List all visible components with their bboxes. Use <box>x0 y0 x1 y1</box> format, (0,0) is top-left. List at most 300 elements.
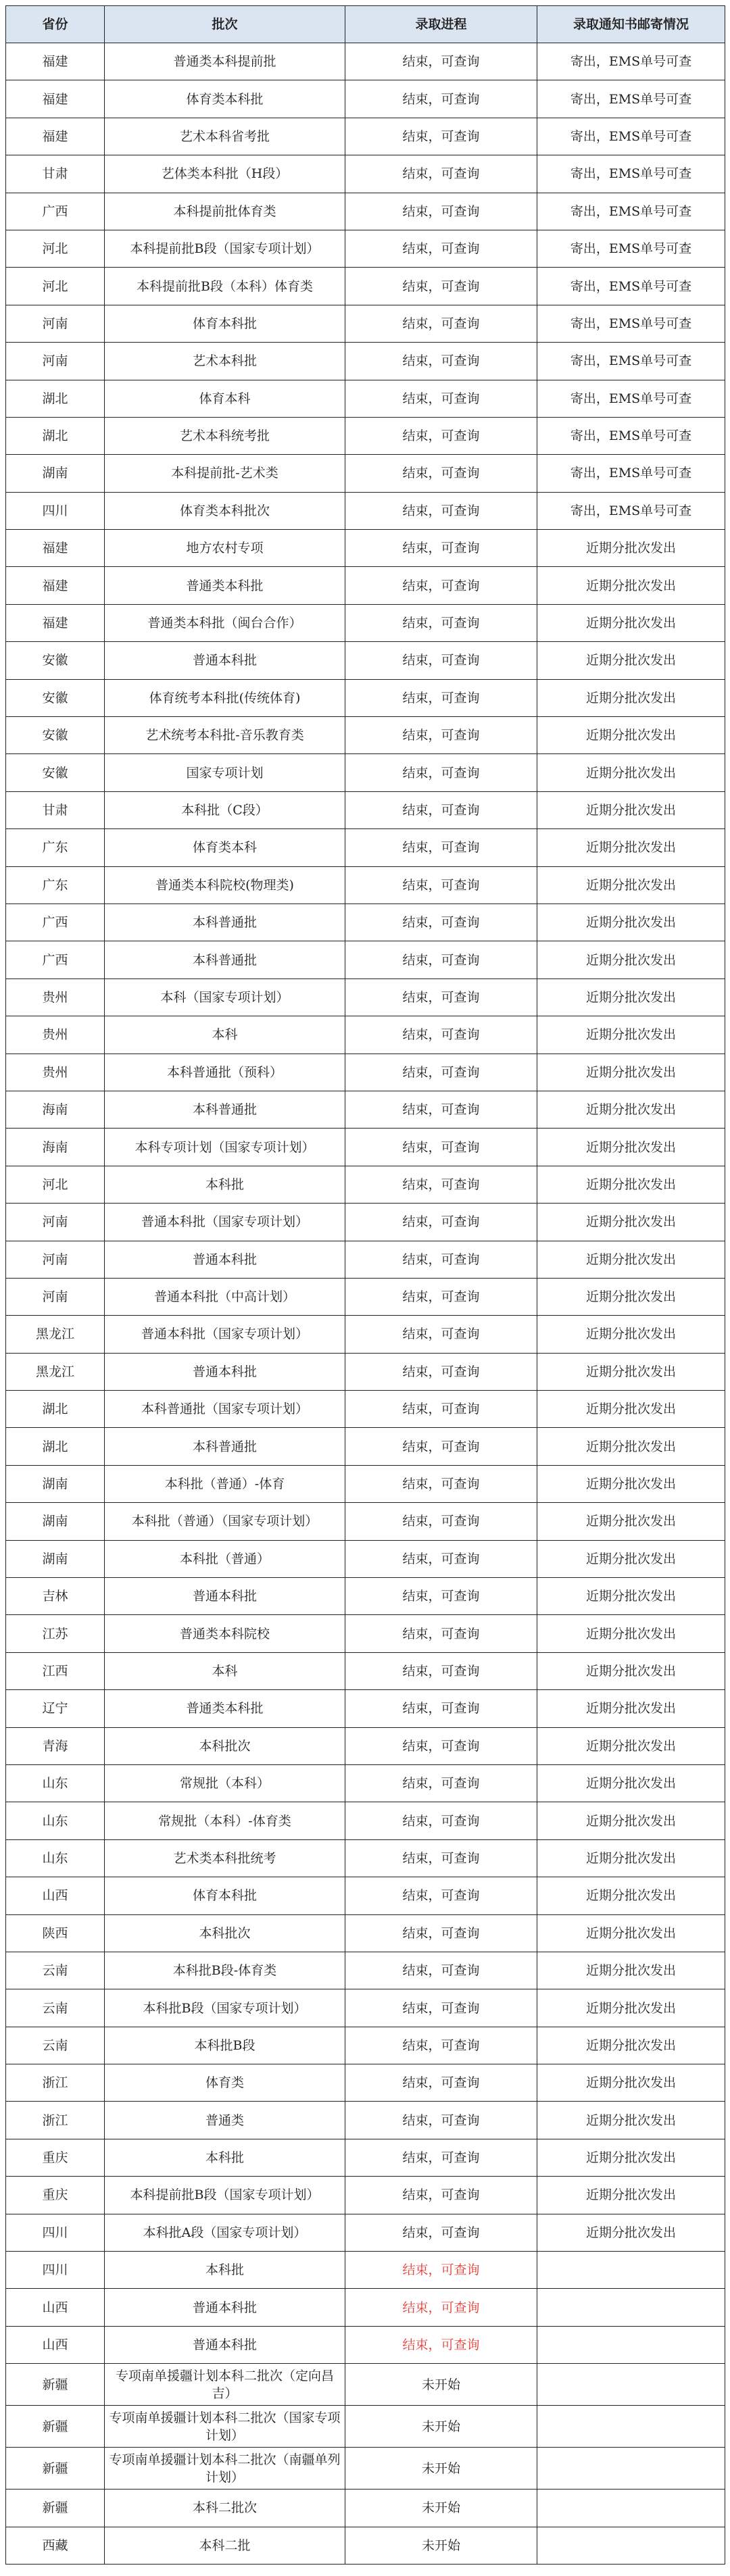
cell-batch: 本科批 <box>105 2252 345 2289</box>
cell-mailing <box>537 2448 725 2490</box>
table-row <box>6 1465 725 1502</box>
cell-mailing <box>537 2406 725 2448</box>
cell-mailing: 寄出，EMS单号可查 <box>537 492 725 529</box>
cell-batch: 本科提前批B段（国家专项计划） <box>105 230 345 267</box>
table-row <box>6 2289 725 2326</box>
cell-batch: 本科普通批 <box>105 1091 345 1128</box>
cell-province: 海南 <box>6 1129 105 1166</box>
cell-progress: 未开始 <box>345 2364 537 2406</box>
cell-batch: 本科 <box>105 1016 345 1054</box>
table-row <box>6 717 725 754</box>
cell-province: 福建 <box>6 567 105 604</box>
cell-batch: 普通类本科提前批 <box>105 43 345 80</box>
cell-province: 四川 <box>6 2252 105 2289</box>
cell-progress: 结束，可查询 <box>345 43 537 80</box>
cell-batch: 普通类本科院校(物理类) <box>105 866 345 903</box>
cell-province: 湖北 <box>6 1391 105 1428</box>
table-row <box>6 1690 725 1727</box>
cell-progress: 结束，可查询 <box>345 791 537 828</box>
cell-progress: 结束，可查询 <box>345 1615 537 1652</box>
table-row <box>6 118 725 155</box>
cell-progress: 未开始 <box>345 2490 537 2527</box>
table-row <box>6 1166 725 1203</box>
cell-mailing: 寄出，EMS单号可查 <box>537 417 725 454</box>
cell-mailing: 近期分批次发出 <box>537 1540 725 1577</box>
cell-mailing: 近期分批次发出 <box>537 1129 725 1166</box>
cell-province: 湖南 <box>6 1503 105 1540</box>
cell-progress: 结束，可查询 <box>345 754 537 791</box>
cell-batch: 常规批（本科） <box>105 1764 345 1802</box>
table-row <box>6 1615 725 1652</box>
cell-progress: 结束，可查询 <box>345 2027 537 2064</box>
cell-batch: 本科批（普通）（国家专项计划） <box>105 1503 345 1540</box>
cell-progress: 结束，可查询 <box>345 380 537 417</box>
cell-batch: 普通类本科批（闽台合作） <box>105 604 345 641</box>
cell-batch: 本科普通批 <box>105 941 345 979</box>
cell-province: 湖北 <box>6 1428 105 1465</box>
table-row <box>6 2177 725 2214</box>
cell-province: 青海 <box>6 1727 105 1764</box>
table-row <box>6 492 725 529</box>
cell-province: 广东 <box>6 866 105 903</box>
table-row <box>6 2027 725 2064</box>
cell-mailing: 近期分批次发出 <box>537 1054 725 1091</box>
cell-batch: 专项南单援疆计划本科二批次（南疆单列计划） <box>105 2448 345 2490</box>
cell-province: 浙江 <box>6 2064 105 2102</box>
cell-batch: 体育类 <box>105 2064 345 2102</box>
cell-progress: 结束，可查询 <box>345 2102 537 2139</box>
cell-mailing: 近期分批次发出 <box>537 1503 725 1540</box>
cell-mailing: 近期分批次发出 <box>537 754 725 791</box>
cell-province: 安徽 <box>6 679 105 716</box>
cell-province: 江苏 <box>6 1615 105 1652</box>
cell-progress: 结束，可查询 <box>345 1877 537 1914</box>
cell-progress: 未开始 <box>345 2406 537 2448</box>
cell-batch: 本科普通批 <box>105 1428 345 1465</box>
cell-batch: 普通本科批（国家专项计划） <box>105 1204 345 1241</box>
table-row <box>6 979 725 1016</box>
cell-province: 山西 <box>6 1877 105 1914</box>
cell-mailing <box>537 2326 725 2363</box>
cell-batch: 普通本科批 <box>105 1353 345 1390</box>
cell-province: 广西 <box>6 193 105 230</box>
table-row <box>6 1091 725 1128</box>
cell-progress: 结束，可查询 <box>345 118 537 155</box>
cell-province: 浙江 <box>6 2102 105 2139</box>
cell-progress: 结束，可查询 <box>345 1278 537 1315</box>
cell-mailing: 近期分批次发出 <box>537 1241 725 1278</box>
table-row <box>6 2364 725 2406</box>
cell-batch: 普通本科批 <box>105 642 345 679</box>
cell-province: 山西 <box>6 2326 105 2363</box>
cell-batch: 普通类本科批 <box>105 1690 345 1727</box>
table-row <box>6 1129 725 1166</box>
cell-province: 福建 <box>6 118 105 155</box>
cell-province: 山西 <box>6 2289 105 2326</box>
table-row <box>6 2448 725 2490</box>
cell-batch: 普通类本科院校 <box>105 1615 345 1652</box>
cell-mailing: 近期分批次发出 <box>537 1166 725 1203</box>
table-row <box>6 1391 725 1428</box>
table-row <box>6 679 725 716</box>
cell-province: 河南 <box>6 343 105 380</box>
cell-mailing: 近期分批次发出 <box>537 2027 725 2064</box>
cell-progress: 结束，可查询 <box>345 1353 537 1390</box>
cell-batch: 本科提前批-艺术类 <box>105 455 345 492</box>
cell-mailing: 近期分批次发出 <box>537 1914 725 1952</box>
header-mailing: 录取通知书邮寄情况 <box>537 6 725 43</box>
cell-mailing: 近期分批次发出 <box>537 717 725 754</box>
cell-progress: 结束，可查询 <box>345 417 537 454</box>
cell-province: 云南 <box>6 2027 105 2064</box>
table-row <box>6 2326 725 2363</box>
table-row <box>6 1727 725 1764</box>
table-row <box>6 2527 725 2564</box>
cell-province: 广东 <box>6 829 105 866</box>
cell-batch: 本科提前批B段（本科）体育类 <box>105 268 345 305</box>
table-row <box>6 1839 725 1877</box>
cell-progress: 结束，可查询 <box>345 1952 537 1989</box>
cell-mailing <box>537 2490 725 2527</box>
cell-mailing: 近期分批次发出 <box>537 866 725 903</box>
cell-batch: 本科二批 <box>105 2527 345 2564</box>
cell-mailing: 近期分批次发出 <box>537 1652 725 1689</box>
cell-mailing: 近期分批次发出 <box>537 1989 725 2027</box>
cell-mailing: 近期分批次发出 <box>537 1278 725 1315</box>
cell-progress: 结束，可查询 <box>345 1428 537 1465</box>
cell-mailing: 近期分批次发出 <box>537 2064 725 2102</box>
table-row <box>6 1016 725 1054</box>
cell-mailing: 近期分批次发出 <box>537 2139 725 2176</box>
table-row <box>6 80 725 118</box>
cell-province: 新疆 <box>6 2364 105 2406</box>
cell-mailing: 寄出，EMS单号可查 <box>537 155 725 193</box>
table-row <box>6 604 725 641</box>
cell-mailing: 寄出，EMS单号可查 <box>537 193 725 230</box>
table-row <box>6 2102 725 2139</box>
cell-mailing: 寄出，EMS单号可查 <box>537 268 725 305</box>
cell-batch: 本科二批次 <box>105 2490 345 2527</box>
cell-batch: 体育本科 <box>105 380 345 417</box>
cell-province: 河南 <box>6 1278 105 1315</box>
cell-mailing: 近期分批次发出 <box>537 791 725 828</box>
cell-mailing <box>537 2289 725 2326</box>
cell-province: 河南 <box>6 305 105 342</box>
cell-mailing: 寄出，EMS单号可查 <box>537 455 725 492</box>
cell-province: 重庆 <box>6 2177 105 2214</box>
cell-batch: 本科批 <box>105 2139 345 2176</box>
cell-mailing: 近期分批次发出 <box>537 2177 725 2214</box>
cell-progress: 未开始 <box>345 2527 537 2564</box>
cell-batch: 艺术本科统考批 <box>105 417 345 454</box>
cell-mailing: 近期分批次发出 <box>537 1204 725 1241</box>
cell-batch: 本科批B段（国家专项计划） <box>105 1989 345 2027</box>
table-row <box>6 380 725 417</box>
cell-province: 山东 <box>6 1802 105 1839</box>
header-row <box>6 6 725 43</box>
cell-batch: 普通本科批 <box>105 2326 345 2363</box>
cell-mailing: 寄出，EMS单号可查 <box>537 118 725 155</box>
table-row <box>6 2252 725 2289</box>
table-row <box>6 268 725 305</box>
cell-batch: 专项南单援疆计划本科二批次（国家专项计划） <box>105 2406 345 2448</box>
cell-province: 湖南 <box>6 1540 105 1577</box>
cell-batch: 普通本科批 <box>105 2289 345 2326</box>
cell-progress: 结束，可查询 <box>345 2177 537 2214</box>
table-row <box>6 791 725 828</box>
cell-mailing: 近期分批次发出 <box>537 604 725 641</box>
table-row <box>6 455 725 492</box>
cell-province: 新疆 <box>6 2490 105 2527</box>
cell-mailing: 寄出，EMS单号可查 <box>537 43 725 80</box>
cell-province: 海南 <box>6 1091 105 1128</box>
cell-progress: 结束，可查询 <box>345 604 537 641</box>
cell-province: 重庆 <box>6 2139 105 2176</box>
cell-batch: 艺体类本科批（H段） <box>105 155 345 193</box>
table-row <box>6 1578 725 1615</box>
cell-progress: 结束，可查询 <box>345 1690 537 1727</box>
table-row <box>6 1054 725 1091</box>
table-row <box>6 1652 725 1689</box>
cell-province: 河北 <box>6 1166 105 1203</box>
cell-province: 云南 <box>6 1989 105 2027</box>
cell-mailing: 近期分批次发出 <box>537 1802 725 1839</box>
table-row <box>6 1952 725 1989</box>
cell-batch: 地方农村专项 <box>105 530 345 567</box>
table-row <box>6 1540 725 1577</box>
cell-progress: 结束，可查询 <box>345 155 537 193</box>
cell-mailing: 近期分批次发出 <box>537 979 725 1016</box>
cell-mailing <box>537 2252 725 2289</box>
cell-progress: 结束，可查询 <box>345 1914 537 1952</box>
cell-progress: 结束，可查询 <box>345 866 537 903</box>
cell-batch: 体育统考本科批(传统体育) <box>105 679 345 716</box>
cell-progress: 结束，可查询 <box>345 1652 537 1689</box>
cell-progress: 结束，可查询 <box>345 1091 537 1128</box>
cell-province: 吉林 <box>6 1578 105 1615</box>
header-batch: 批次 <box>105 6 345 43</box>
cell-province: 安徽 <box>6 754 105 791</box>
cell-progress: 结束，可查询 <box>345 2289 537 2326</box>
cell-province: 山东 <box>6 1764 105 1802</box>
cell-progress: 结束，可查询 <box>345 530 537 567</box>
cell-mailing: 寄出，EMS单号可查 <box>537 80 725 118</box>
table-row <box>6 829 725 866</box>
cell-batch: 艺术本科批 <box>105 343 345 380</box>
cell-batch: 专项南单援疆计划本科二批次（定向昌吉） <box>105 2364 345 2406</box>
cell-province: 湖南 <box>6 1465 105 1502</box>
cell-batch: 体育类本科 <box>105 829 345 866</box>
table-row <box>6 1428 725 1465</box>
admission-status-table <box>5 5 725 2565</box>
cell-batch: 体育本科批 <box>105 1877 345 1914</box>
table-row <box>6 155 725 193</box>
cell-batch: 艺术统考本科批-音乐教育类 <box>105 717 345 754</box>
cell-province: 四川 <box>6 2214 105 2251</box>
table-row <box>6 193 725 230</box>
cell-progress: 结束，可查询 <box>345 1989 537 2027</box>
cell-mailing: 寄出，EMS单号可查 <box>537 343 725 380</box>
cell-mailing: 近期分批次发出 <box>537 2102 725 2139</box>
cell-mailing: 近期分批次发出 <box>537 1353 725 1390</box>
cell-progress: 结束，可查询 <box>345 1241 537 1278</box>
cell-province: 西藏 <box>6 2527 105 2564</box>
cell-progress: 结束，可查询 <box>345 193 537 230</box>
cell-progress: 结束，可查询 <box>345 1129 537 1166</box>
cell-batch: 普通本科批（国家专项计划） <box>105 1316 345 1353</box>
cell-progress: 结束，可查询 <box>345 1316 537 1353</box>
cell-progress: 未开始 <box>345 2448 537 2490</box>
cell-mailing <box>537 2527 725 2564</box>
table-row <box>6 2139 725 2176</box>
cell-progress: 结束，可查询 <box>345 1391 537 1428</box>
table-header <box>6 6 725 43</box>
cell-batch: 本科批B段-体育类 <box>105 1952 345 1989</box>
cell-batch: 体育类本科批 <box>105 80 345 118</box>
cell-batch: 普通类 <box>105 2102 345 2139</box>
cell-batch: 本科批 <box>105 1166 345 1203</box>
table-row <box>6 642 725 679</box>
cell-mailing: 近期分批次发出 <box>537 1465 725 1502</box>
table-row <box>6 2214 725 2251</box>
cell-province: 广西 <box>6 941 105 979</box>
cell-province: 河南 <box>6 1241 105 1278</box>
cell-province: 福建 <box>6 43 105 80</box>
cell-progress: 结束，可查询 <box>345 1578 537 1615</box>
table-row <box>6 2490 725 2527</box>
table-row <box>6 305 725 342</box>
cell-mailing: 近期分批次发出 <box>537 1316 725 1353</box>
cell-mailing: 近期分批次发出 <box>537 1578 725 1615</box>
cell-mailing: 寄出，EMS单号可查 <box>537 230 725 267</box>
table-row <box>6 1764 725 1802</box>
cell-batch: 本科批（普通）-体育 <box>105 1465 345 1502</box>
cell-progress: 结束，可查询 <box>345 343 537 380</box>
cell-batch: 普通本科批 <box>105 1578 345 1615</box>
cell-province: 河南 <box>6 1204 105 1241</box>
cell-batch: 本科批（C段） <box>105 791 345 828</box>
cell-batch: 本科批（普通） <box>105 1540 345 1577</box>
cell-batch: 本科提前批B段（国家专项计划） <box>105 2177 345 2214</box>
cell-batch: 本科普通批 <box>105 903 345 941</box>
cell-province: 福建 <box>6 604 105 641</box>
cell-province: 贵州 <box>6 979 105 1016</box>
cell-batch: 艺术本科省考批 <box>105 118 345 155</box>
cell-progress: 结束，可查询 <box>345 1465 537 1502</box>
cell-mailing: 近期分批次发出 <box>537 903 725 941</box>
cell-mailing: 近期分批次发出 <box>537 1091 725 1128</box>
cell-batch: 本科批A段（国家专项计划） <box>105 2214 345 2251</box>
cell-batch: 艺术类本科批统考 <box>105 1839 345 1877</box>
table-row <box>6 530 725 567</box>
cell-progress: 结束，可查询 <box>345 679 537 716</box>
cell-province: 黑龙江 <box>6 1353 105 1390</box>
cell-mailing: 近期分批次发出 <box>537 1764 725 1802</box>
cell-province: 湖南 <box>6 455 105 492</box>
cell-mailing: 近期分批次发出 <box>537 941 725 979</box>
table-row <box>6 941 725 979</box>
cell-progress: 结束，可查询 <box>345 492 537 529</box>
header-progress: 录取进程 <box>345 6 537 43</box>
table-row <box>6 567 725 604</box>
cell-batch: 国家专项计划 <box>105 754 345 791</box>
admission-status-table-container <box>5 5 725 2565</box>
cell-province: 福建 <box>6 530 105 567</box>
cell-batch: 体育本科批 <box>105 305 345 342</box>
cell-progress: 结束，可查询 <box>345 230 537 267</box>
cell-progress: 结束，可查询 <box>345 979 537 1016</box>
cell-mailing: 近期分批次发出 <box>537 829 725 866</box>
cell-progress: 结束，可查询 <box>345 2326 537 2363</box>
cell-province: 福建 <box>6 80 105 118</box>
cell-batch: 常规批（本科）-体育类 <box>105 1802 345 1839</box>
cell-mailing: 近期分批次发出 <box>537 530 725 567</box>
cell-province: 广西 <box>6 903 105 941</box>
cell-progress: 结束，可查询 <box>345 80 537 118</box>
cell-progress: 结束，可查询 <box>345 717 537 754</box>
cell-progress: 结束，可查询 <box>345 1054 537 1091</box>
cell-progress: 结束，可查询 <box>345 1802 537 1839</box>
cell-progress: 结束，可查询 <box>345 941 537 979</box>
cell-batch: 本科 <box>105 1652 345 1689</box>
cell-province: 安徽 <box>6 717 105 754</box>
cell-mailing: 近期分批次发出 <box>537 567 725 604</box>
cell-progress: 结束，可查询 <box>345 2139 537 2176</box>
cell-batch: 普通本科批 <box>105 1241 345 1278</box>
table-row <box>6 1503 725 1540</box>
cell-batch: 本科批B段 <box>105 2027 345 2064</box>
table-row <box>6 1914 725 1952</box>
cell-province: 河北 <box>6 268 105 305</box>
table-row <box>6 230 725 267</box>
cell-batch: 本科普通批（国家专项计划） <box>105 1391 345 1428</box>
cell-province: 云南 <box>6 1952 105 1989</box>
cell-mailing: 近期分批次发出 <box>537 1016 725 1054</box>
cell-progress: 结束，可查询 <box>345 567 537 604</box>
cell-progress: 结束，可查询 <box>345 1727 537 1764</box>
cell-province: 甘肃 <box>6 155 105 193</box>
cell-mailing: 近期分批次发出 <box>537 2214 725 2251</box>
cell-batch: 本科专项计划（国家专项计划） <box>105 1129 345 1166</box>
table-row <box>6 2406 725 2448</box>
cell-batch: 本科提前批体育类 <box>105 193 345 230</box>
cell-progress: 结束，可查询 <box>345 1839 537 1877</box>
table-row <box>6 866 725 903</box>
cell-progress: 结束，可查询 <box>345 2064 537 2102</box>
cell-progress: 结束，可查询 <box>345 268 537 305</box>
cell-progress: 结束，可查询 <box>345 1540 537 1577</box>
cell-province: 黑龙江 <box>6 1316 105 1353</box>
cell-progress: 结束，可查询 <box>345 1204 537 1241</box>
cell-mailing: 近期分批次发出 <box>537 1391 725 1428</box>
cell-mailing: 近期分批次发出 <box>537 1952 725 1989</box>
table-row <box>6 754 725 791</box>
cell-mailing: 近期分批次发出 <box>537 1428 725 1465</box>
cell-progress: 结束，可查询 <box>345 1764 537 1802</box>
cell-province: 山东 <box>6 1839 105 1877</box>
cell-mailing: 寄出，EMS单号可查 <box>537 380 725 417</box>
cell-province: 贵州 <box>6 1054 105 1091</box>
cell-batch: 体育类本科批次 <box>105 492 345 529</box>
table-row <box>6 1241 725 1278</box>
cell-province: 新疆 <box>6 2448 105 2490</box>
cell-progress: 结束，可查询 <box>345 305 537 342</box>
cell-province: 湖北 <box>6 380 105 417</box>
cell-province: 湖北 <box>6 417 105 454</box>
cell-province: 甘肃 <box>6 791 105 828</box>
table-row <box>6 1353 725 1390</box>
cell-mailing: 近期分批次发出 <box>537 1615 725 1652</box>
